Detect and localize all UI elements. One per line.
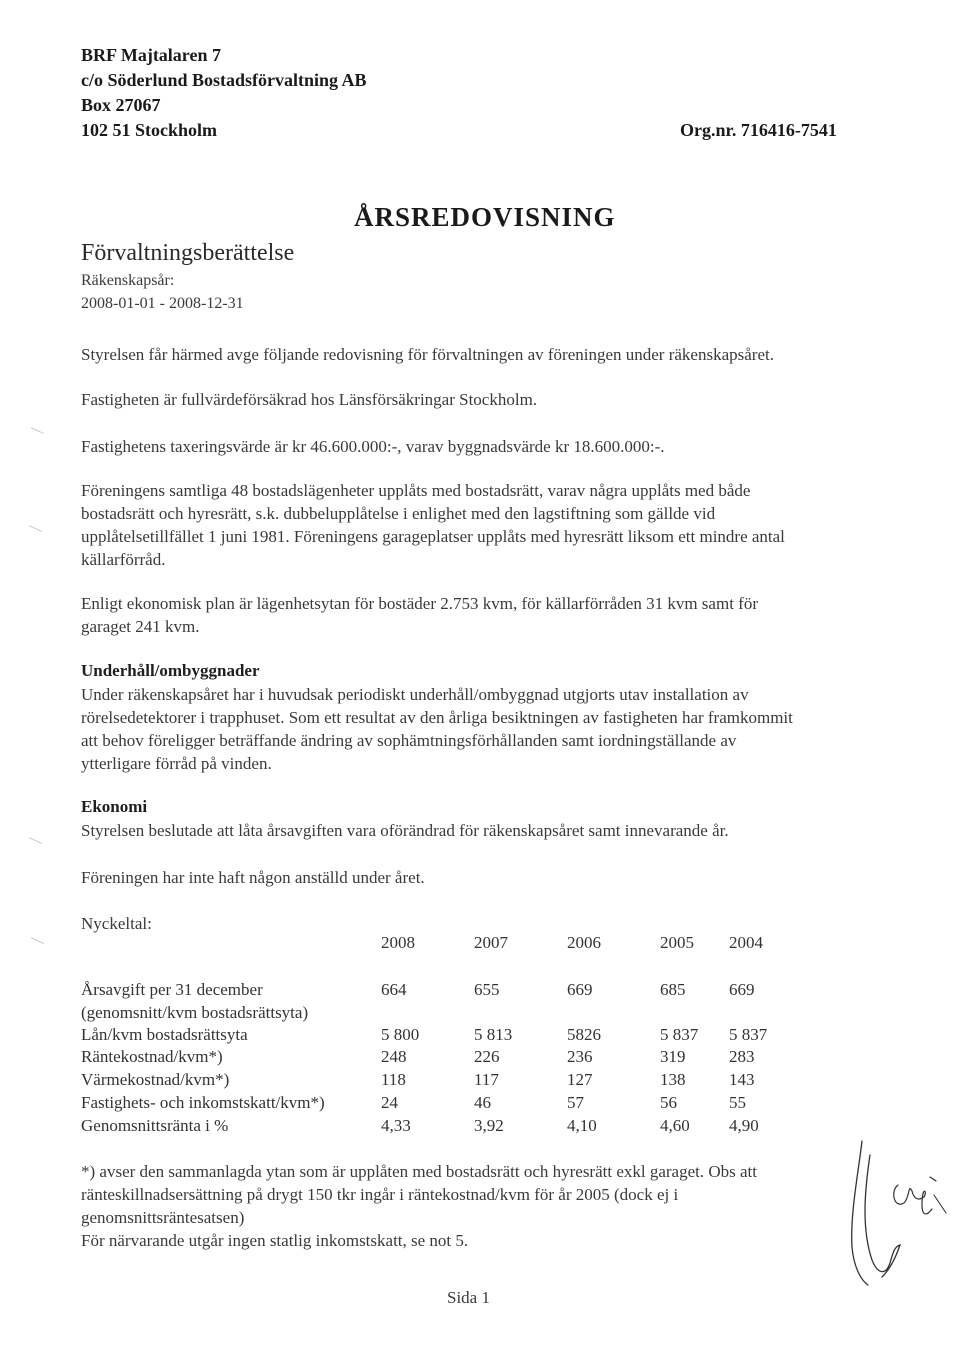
intro-paragraph: Styrelsen får härmed avge följande redovisning för förvaltningen av föreningen under räkenskapsåret. — [81, 345, 774, 364]
postal-address: 102 51 Stockholm — [81, 120, 218, 140]
table-cell: 236 — [567, 1047, 593, 1066]
table-cell: 5826 — [567, 1025, 601, 1044]
row-label: Fastighets- och inkomstskatt/kvm*) — [81, 1093, 325, 1112]
box-address: Box 27067 — [81, 95, 161, 115]
row-label: (genomsnitt/kvm bostadsrättsyta) — [81, 1003, 309, 1022]
paragraph-line: rörelsedetektorer i trapphuset. Som ett resultat av den årliga besiktningen av fastigheten har framkommit — [81, 708, 793, 727]
maintenance-heading: Underhåll/ombyggnader — [81, 661, 260, 680]
insurance-paragraph: Fastigheten är fullvärdeförsäkrad hos Länsförsäkringar Stockholm. — [81, 390, 538, 409]
table-cell: 5 813 — [474, 1025, 513, 1044]
row-label: Genomsnittsränta i % — [81, 1116, 229, 1135]
scan-mark — [28, 837, 42, 846]
key-figures-label: Nyckeltal: — [81, 914, 152, 933]
care-of-line: c/o Söderlund Bostadsförvaltning AB — [81, 70, 367, 90]
table-cell: 127 — [567, 1070, 593, 1089]
table-cell: 118 — [381, 1070, 406, 1089]
scan-mark — [30, 427, 44, 436]
year-header: 2006 — [567, 933, 601, 952]
paragraph-line: ytterligare förråd på vinden. — [81, 754, 272, 773]
row-label: Lån/kvm bostadsrättsyta — [81, 1025, 248, 1044]
paragraph-line: Enligt ekonomisk plan är lägenhetsytan för bostäder 2.753 kvm, för källarförråden 31 kvm samt för — [81, 594, 758, 613]
table-cell: 4,33 — [381, 1116, 411, 1135]
table-cell: 664 — [381, 980, 407, 999]
table-cell: 669 — [729, 980, 755, 999]
table-cell: 143 — [729, 1070, 755, 1089]
table-cell: 248 — [381, 1047, 407, 1066]
row-label: Värmekostnad/kvm*) — [81, 1070, 230, 1089]
org-number: Org.nr. 716416-7541 — [680, 120, 837, 140]
document-title: ÅRSREDOVISNING — [354, 202, 616, 232]
table-cell: 685 — [660, 980, 686, 999]
paragraph-line: källarförråd. — [81, 550, 166, 569]
area-paragraph — [81, 592, 758, 638]
table-cell: 5 837 — [660, 1025, 699, 1044]
table-cell: 283 — [729, 1047, 755, 1066]
paragraph-line: garaget 241 kvm. — [81, 617, 200, 636]
paragraph-line: Under räkenskapsåret har i huvudsak periodiskt underhåll/ombyggnad utgjorts utav installation av — [81, 685, 749, 704]
paragraph-line: Föreningens samtliga 48 bostadslägenheter upplåts med bostadsrätt, varav några upplåts med både — [81, 481, 751, 500]
year-header: 2008 — [381, 933, 415, 952]
table-cell: 319 — [660, 1047, 686, 1066]
section-title: Förvaltningsberättelse — [81, 240, 295, 266]
table-cell: 56 — [660, 1093, 677, 1112]
table-cell: 138 — [660, 1070, 686, 1089]
footnote-line: *) avser den sammanlagda ytan som är upplåten med bostadsrätt och hyresrätt exkl garaget. Obs att — [81, 1162, 758, 1181]
table-cell: 55 — [729, 1093, 746, 1112]
economy-heading: Ekonomi — [81, 797, 148, 816]
paragraph-line: upplåtelsetillfället 1 juni 1981. Föreningens garageplatser upplåts med hyresrätt liksom ett mindre antal — [81, 527, 785, 546]
economy-paragraph: Styrelsen beslutade att låta årsavgiften vara oförändrad för räkenskapsåret samt innevarande år. — [81, 821, 729, 840]
year-header: 2005 — [660, 933, 694, 952]
footnote-line: ränteskillnadsersättning på drygt 150 tkr ingår i räntekostnad/kvm för år 2005 (dock ej i — [81, 1185, 679, 1204]
table-cell: 24 — [381, 1093, 398, 1112]
table-cell: 5 837 — [729, 1025, 768, 1044]
table-cell: 4,60 — [660, 1116, 690, 1135]
employees-paragraph: Föreningen har inte haft någon anställd under året. — [81, 868, 425, 887]
scan-mark — [28, 525, 42, 534]
fiscal-year-label: Räkenskapsår: — [81, 272, 175, 289]
footnote-line: genomsnittsräntesatsen) — [81, 1208, 245, 1227]
table-cell: 655 — [474, 980, 500, 999]
table-cell: 4,90 — [729, 1116, 759, 1135]
table-cell: 226 — [474, 1047, 500, 1066]
table-cell: 669 — [567, 980, 593, 999]
row-label: Årsavgift per 31 december — [81, 980, 263, 999]
footnote — [81, 1160, 757, 1252]
scan-mark — [30, 937, 44, 946]
table-cell: 5 800 — [381, 1025, 420, 1044]
footnote-line: För närvarande utgår ingen statlig inkomstskatt, se not 5. — [81, 1231, 469, 1250]
table-cell: 57 — [567, 1093, 584, 1112]
row-label: Räntekostnad/kvm*) — [81, 1047, 223, 1066]
page-number: Sida 1 — [447, 1288, 490, 1307]
association-name: BRF Majtalaren 7 — [81, 45, 221, 65]
tax-value-paragraph: Fastighetens taxeringsvärde är kr 46.600.000:-, varav byggnadsvärde kr 18.600.000:-. — [81, 437, 665, 456]
paragraph-line: bostadsrätt och hyresrätt, s.k. dubbelupplåtelse i enlighet med den lagstiftning som gällde vid — [81, 504, 716, 523]
year-header: 2007 — [474, 933, 508, 952]
fiscal-period: 2008-01-01 - 2008-12-31 — [81, 295, 244, 312]
year-header: 2004 — [729, 933, 763, 952]
apartments-paragraph — [81, 479, 785, 571]
handwritten-signature — [838, 1135, 953, 1295]
table-cell: 4,10 — [567, 1116, 597, 1135]
table-cell: 3,92 — [474, 1116, 504, 1135]
maintenance-paragraph — [81, 683, 793, 775]
table-cell: 46 — [474, 1093, 491, 1112]
table-cell: 117 — [474, 1070, 499, 1089]
paragraph-line: att behov föreligger beträffande ändring av sophämtningsförhållanden samt iordningställande av — [81, 731, 737, 750]
